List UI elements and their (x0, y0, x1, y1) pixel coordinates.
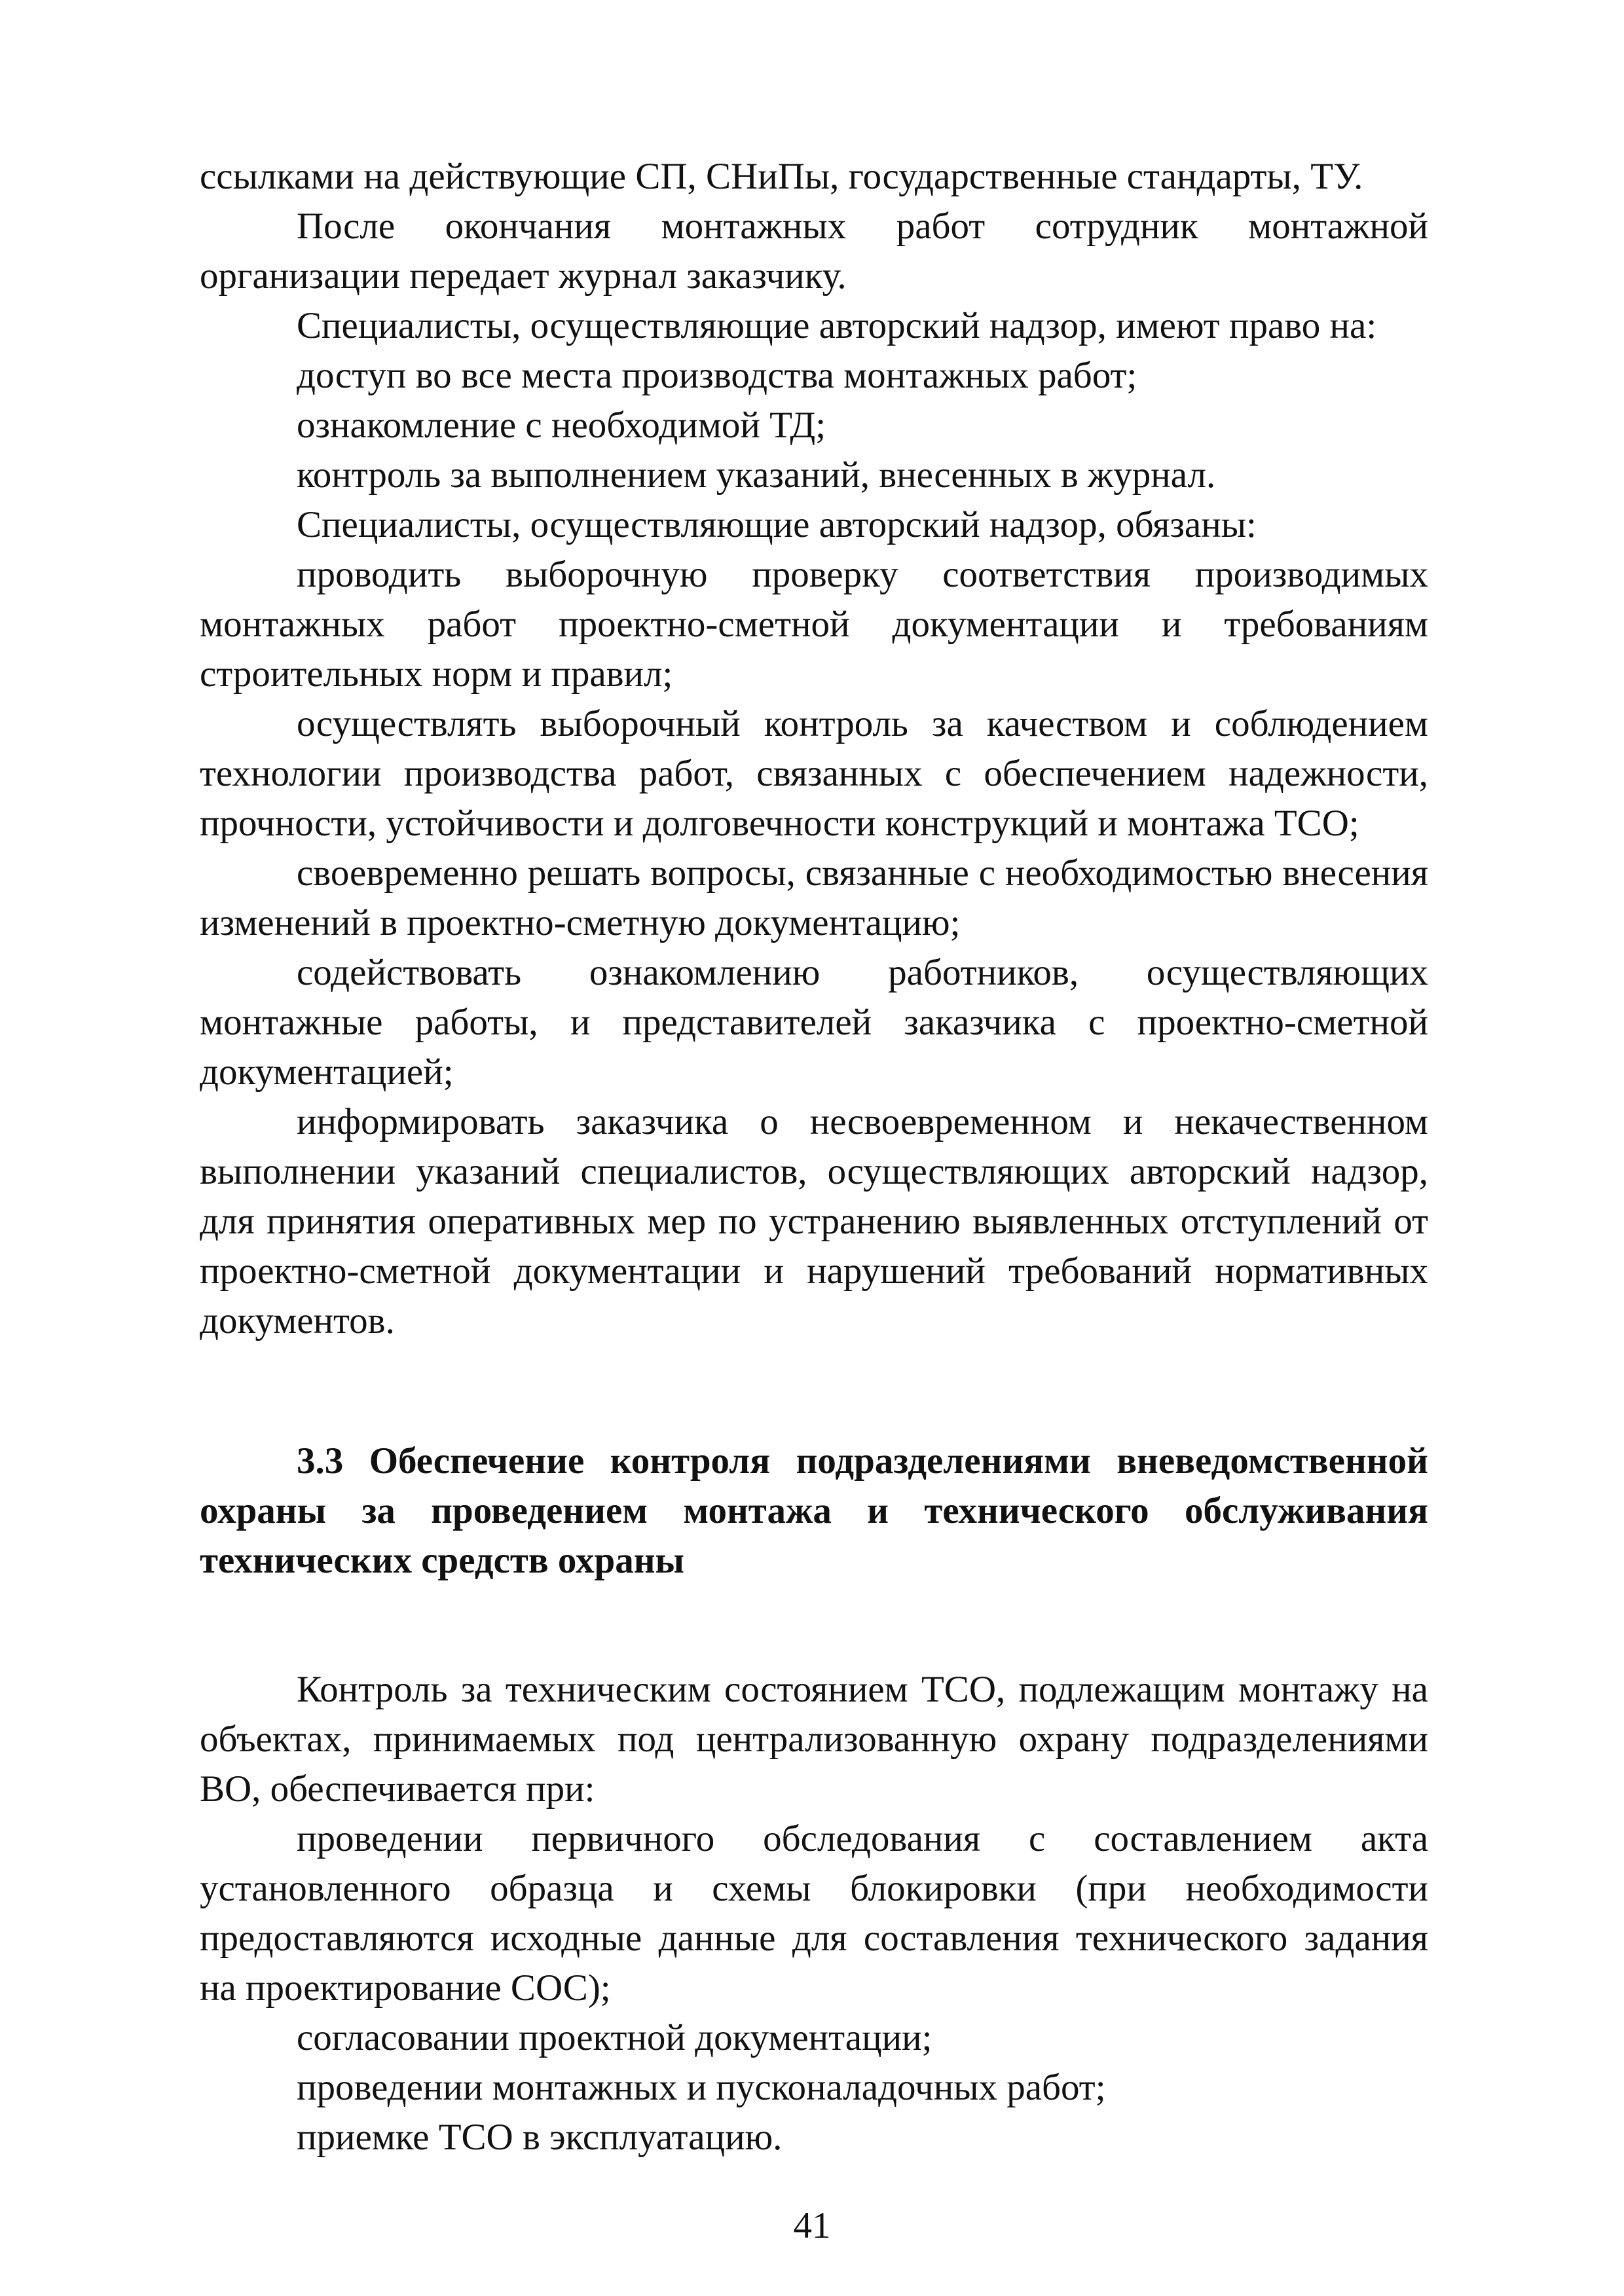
top-text-block (200, 152, 1428, 1346)
list-item: содействовать ознакомлению работников, осуществляющих монтажные работы, и представителей заказчика с проектно-сметной документацией; (200, 952, 1428, 1093)
list-item: ознакомление с необходимой ТД; (297, 405, 826, 446)
paragraph: Специалисты, осуществляющие авторский надзор, обязаны: (297, 504, 1257, 545)
bottom-text-block (200, 1665, 1428, 2162)
page-number: 41 (793, 2205, 831, 2246)
list-item: проведении монтажных и пусконаладочных работ; (297, 2067, 1106, 2108)
page-body (200, 152, 1428, 2162)
list-item: проведении первичного обследования с составлением акта установленного образца и схемы блокировки (при необходимости предоставляются исходные данные для составления технического задания на проектирование СОС); (200, 1818, 1428, 2009)
paragraph: Специалисты, осуществляющие авторский надзор, имеют право на: (297, 305, 1377, 346)
list-item: осуществлять выборочный контроль за качеством и соблюдением технологии производства работ, связанных с обеспечением надежности, прочности, устойчивости и долговечности конструкций и монтажа ТСО; (200, 703, 1428, 844)
list-item: своевременно решать вопросы, связанные с необходимостью внесения изменений в проектно-сметную документацию; (200, 852, 1428, 943)
list-item: информировать заказчика о несвоевременном и некачественном выполнении указаний специалистов, осуществляющих авторский надзор, для принятия оперативных мер по устранению выявленных отступлений от проектно-сметной документации и нарушений требований нормативных документов. (200, 1101, 1428, 1341)
list-item: согласовании проектной документации; (297, 2017, 932, 2058)
list-item: приемке ТСО в эксплуатацию. (297, 2117, 783, 2158)
paragraph-continuation: ссылками на действующие СП, СНиПы, государственные стандарты, ТУ. (200, 156, 1363, 197)
paragraph: Контроль за техническим состоянием ТСО, подлежащим монтажу на объектах, принимаемых под централизованную охрану подразделениями ВО, обеспечивается при: (200, 1669, 1428, 1810)
section-heading: 3.3 Обеспечение контроля подразделениями вневедомственной охраны за проведением монтажа и технического обслуживания технических средств охраны (200, 1440, 1428, 1581)
list-item: проводить выборочную проверку соответствия производимых монтажных работ проектно-сметной документации и требованиям строительных норм и правил; (200, 554, 1428, 695)
paragraph: После окончания монтажных работ сотрудник монтажной организации передает журнал заказчику. (200, 206, 1428, 297)
list-item: доступ во все места производства монтажных работ; (297, 355, 1137, 396)
list-item: контроль за выполнением указаний, внесенных в журнал. (297, 454, 1216, 496)
